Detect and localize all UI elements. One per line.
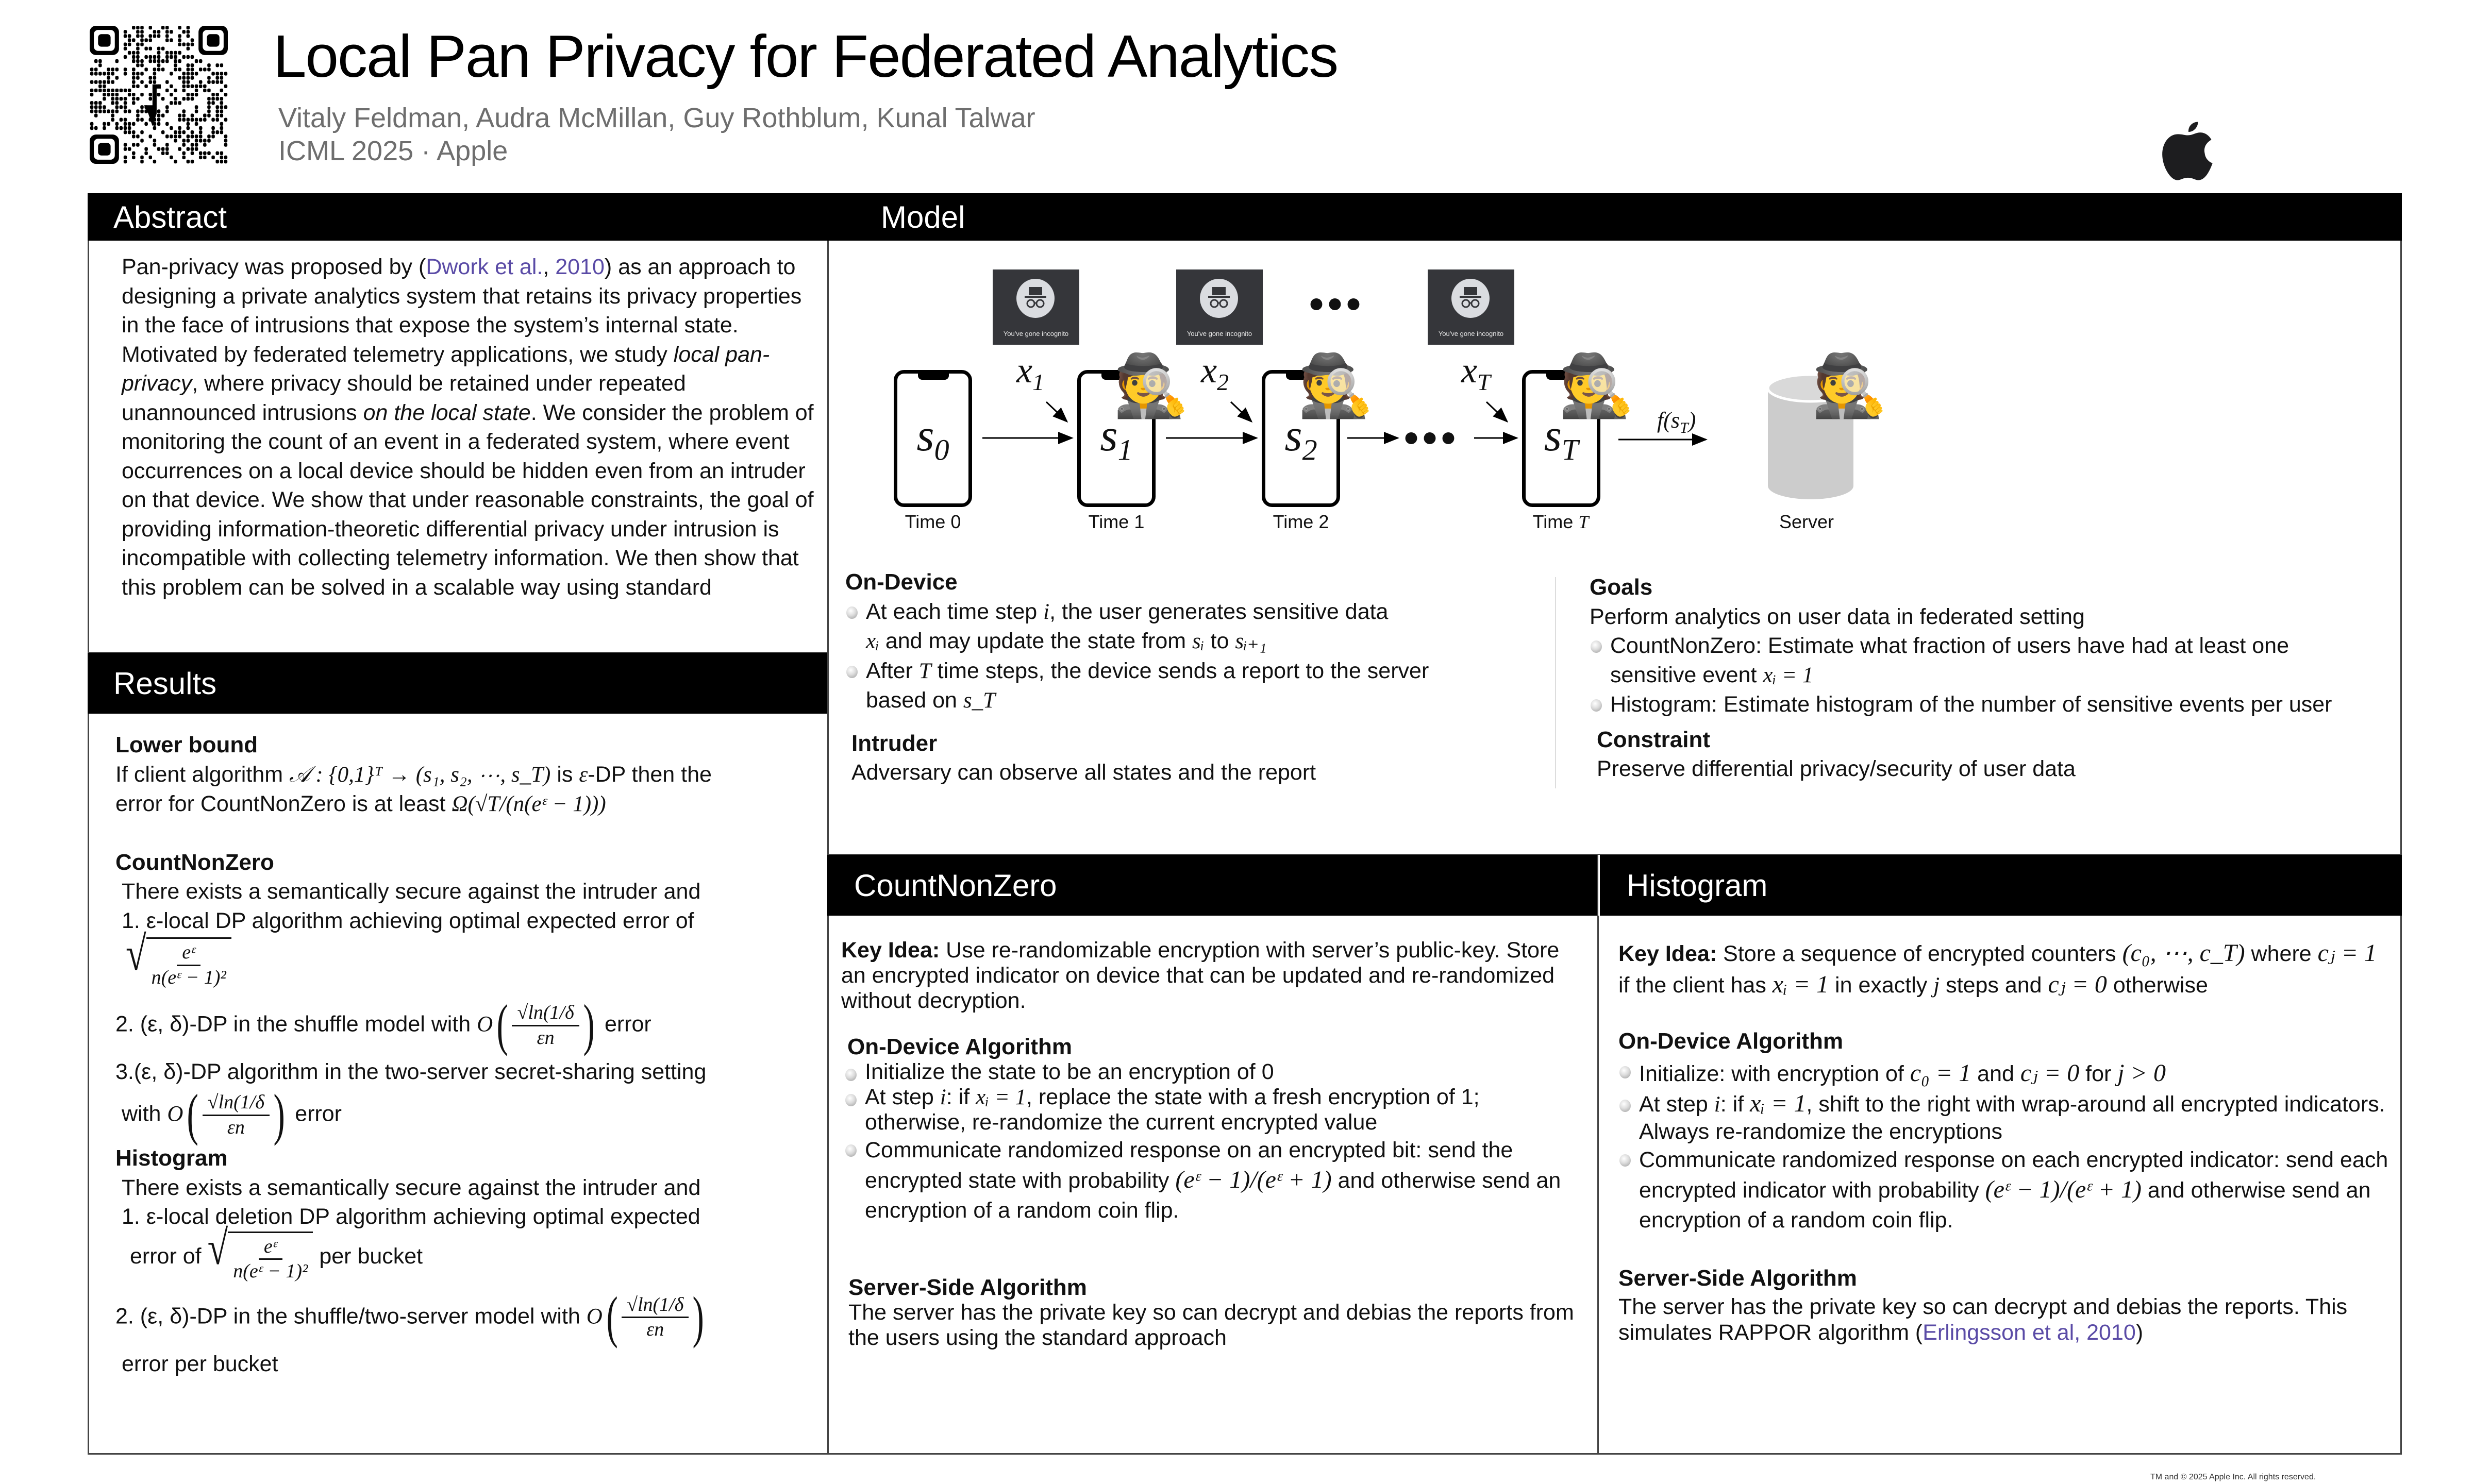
cnz-item-1-formula <box>115 926 816 989</box>
text: Initialize: with encryption of <box>1639 1061 1910 1086</box>
cite-author[interactable]: Dwork et al. <box>426 255 543 279</box>
frac-den: n(eᵋ − 1)² <box>233 1260 308 1283</box>
math: cⱼ = 0 <box>2020 1059 2080 1087</box>
text: for <box>2079 1061 2118 1086</box>
countnonzero-header <box>827 855 1599 916</box>
math: (eᵋ − 1)/(eᵋ + 1) <box>1985 1176 2142 1203</box>
report-close: ) <box>1688 408 1696 433</box>
hist-intro: There exists a semantically secure against the intruder and <box>122 1175 701 1200</box>
spy-icon: 🕵️ <box>1113 352 1189 420</box>
math: xᵢ = 1 <box>976 1085 1026 1109</box>
math: (c₀, ⋯, c_T) <box>2122 939 2245 967</box>
cnz-item-2: 2. (ε, δ)-DP in the shuffle model with O( $\frac{√\ln(1/\delta}{\varepsilon n}$ ) error <box>115 993 651 1057</box>
results-header <box>88 653 829 714</box>
time-label-var: T <box>1578 512 1589 532</box>
math: i <box>940 1085 946 1109</box>
input-var: x <box>1461 351 1478 391</box>
math: xᵢ <box>866 629 879 653</box>
input-var: x <box>1016 351 1033 391</box>
goals-text: Perform analytics on user data in federated setting <box>1590 604 2085 629</box>
big-o: O <box>586 1304 603 1329</box>
model-divider <box>1555 577 1556 788</box>
text: Communicate randomized response on each encrypted indicator: send each encrypted indicator with probability <box>1639 1148 2388 1203</box>
text: , replace the state with a fresh encryption of 1; otherwise, re-randomize the current encrypted value <box>865 1085 1480 1135</box>
spy-icon: 🕵️ <box>1559 352 1634 420</box>
text: time steps, the device sends a report to the server based on <box>866 658 1429 713</box>
lb-text-b: is <box>550 762 579 787</box>
math: s_T <box>963 688 996 713</box>
cite-sep: , <box>543 255 556 279</box>
cnz-item-3-tail: error <box>295 1101 342 1126</box>
math: sᵢ <box>1192 629 1205 653</box>
hist-server-text <box>1618 1294 2392 1345</box>
goals-list <box>1590 631 2373 719</box>
list-item <box>844 1135 1583 1225</box>
list-item: Initialize the state to be an encryption of 0 <box>844 1059 1583 1085</box>
lb-text-d: error for CountNonZero is at least <box>115 791 452 816</box>
text: At each time step <box>866 599 1044 624</box>
hist-server-title: Server-Side Algorithm <box>1618 1266 1857 1291</box>
math: i <box>1714 1092 1720 1117</box>
state-var: s <box>916 411 934 461</box>
text: if the client has <box>1618 973 1773 998</box>
venue: ICML 2025 · Apple <box>278 136 508 166</box>
text: : if <box>1720 1092 1750 1117</box>
input-sub: 2 <box>1217 369 1229 395</box>
cnz-on-device-list <box>841 1059 1583 1225</box>
countnonzero-body <box>841 938 1583 1351</box>
math: xᵢ = 1 <box>1763 663 1814 687</box>
lb-text-c: -DP then the <box>588 762 712 787</box>
state-sub: 1 <box>1117 433 1133 467</box>
spy-icon: 🕵️ <box>1812 352 1887 420</box>
list-item: Histogram: Estimate histogram of the number of sensitive events per user <box>1590 690 2373 719</box>
list-item <box>845 656 1490 716</box>
lower-bound-title: Lower bound <box>115 732 258 757</box>
text: , shift to the right with wrap-around all encrypted indicators. Always re-randomize the encryptions <box>1639 1092 2385 1144</box>
lb-math-2: Ω(√T/(n(eᵋ − 1))) <box>452 792 606 816</box>
histogram-body <box>1618 938 2392 1345</box>
list-item <box>844 1085 1583 1135</box>
cnz-item-2-text: 2. (ε, δ)-DP in the shuffle model with <box>115 1011 477 1037</box>
constraint-title: Constraint <box>1597 727 1710 752</box>
input-sub: 1 <box>1032 369 1045 395</box>
histogram-heading: Histogram <box>1627 868 1768 903</box>
intruder-title: Intruder <box>851 730 938 756</box>
o-num: ln(1/δ <box>637 1293 684 1316</box>
frac-num: eᵋ <box>259 1235 282 1260</box>
math: (eᵋ − 1)/(eᵋ + 1) <box>1175 1166 1332 1193</box>
text: ) <box>2135 1320 2144 1345</box>
abstract-text-1: Pan-privacy was proposed by ( <box>122 255 426 279</box>
hist-result-title: Histogram <box>115 1145 228 1171</box>
text: : if <box>946 1085 976 1109</box>
input-var: x <box>1201 351 1217 391</box>
on-device-list <box>845 597 1490 716</box>
abstract-text-2: ) as an approach to designing a private analytics system that retains its privacy properties in the face of intrusions that expose the system’s internal state. Motivated by federated telemetry applications, we study <box>122 255 802 367</box>
hist-item-2-tail: error per bucket <box>122 1351 278 1376</box>
o-num: ln(1/δ <box>528 1002 574 1023</box>
o-den: εn <box>537 1026 555 1049</box>
hist-on-device-title: On-Device Algorithm <box>1618 1028 1843 1054</box>
list-item <box>1618 1145 2392 1235</box>
list-item <box>1618 1090 2392 1145</box>
ellipsis-icon: ••• <box>1309 281 1365 327</box>
report-func: f(s <box>1657 408 1680 433</box>
text: , the user generates sensitive data <box>1049 599 1389 624</box>
state-var: s <box>1100 411 1118 461</box>
text: The server has the private key so can decrypt and debias the reports. This simulates RAPPOR algorithm ( <box>1618 1294 2348 1345</box>
cnz-item-3-with: with <box>122 1101 168 1126</box>
abstract-emphasis-2: on the local state <box>363 400 531 425</box>
incognito-caption: You've gone incognito <box>1003 330 1069 338</box>
hist-on-device-list <box>1618 1057 2392 1235</box>
text: otherwise <box>2107 973 2208 998</box>
results-heading: Results <box>113 666 217 701</box>
time-label: Time 2 <box>1273 511 1329 532</box>
text: Store a sequence of encrypted counters <box>1717 941 2122 966</box>
diagram-arrows <box>0 0 2474 567</box>
abstract-text-3: , where privacy should be retained under repeated unannounced intrusions <box>122 371 686 425</box>
list-item <box>1618 1057 2392 1090</box>
lower-bound-text <box>115 760 816 819</box>
text: After <box>866 658 919 683</box>
cnz-item-3: 3.(ε, δ)-DP algorithm in the two-server secret-sharing setting <box>115 1059 707 1084</box>
text: where <box>2245 941 2318 966</box>
frac-num: eᵋ <box>177 941 200 966</box>
text: and <box>1971 1061 2020 1086</box>
big-o: O <box>167 1102 183 1126</box>
key-idea-label: Key Idea: <box>841 938 940 963</box>
cnz-server-title: Server-Side Algorithm <box>848 1275 1087 1300</box>
state-sub: 2 <box>1302 433 1317 467</box>
big-o: O <box>477 1012 493 1037</box>
hist-item-1: 1. ε-local deletion DP algorithm achieving optimal expected <box>122 1204 700 1229</box>
cnz-key-idea <box>841 938 1583 1014</box>
hist-item-1-formula: error of √ $\frac{\text{eᵋ}}{\text{n(eᵋ − 1)²}}$ per bucket <box>115 1232 816 1284</box>
math: c₀ = 1 <box>1910 1059 1971 1087</box>
abstract-heading: Abstract <box>113 199 227 234</box>
o-den: εn <box>227 1116 245 1138</box>
text: Communicate randomized response on an encrypted bit: send the encrypted state with probability <box>865 1138 1513 1193</box>
report-label <box>1657 407 1696 437</box>
report-sub: T <box>1680 419 1689 436</box>
key-idea-text: Use re-randomizable encryption with server’s public-key. Store an encrypted indicator on device that can be updated and re-randomized without decryption. <box>841 938 1560 1013</box>
text: and otherwise send an encryption of a random coin flip. <box>1639 1178 2371 1233</box>
on-device-section <box>845 568 1490 787</box>
text: At step <box>1639 1092 1714 1117</box>
text: steps and <box>1940 973 2048 998</box>
cnz-on-device-title: On-Device Algorithm <box>847 1034 1072 1059</box>
arrow <box>1046 402 1067 421</box>
state-var: s <box>1544 411 1562 461</box>
cite-erlingsson-link[interactable]: Erlingsson et al, 2010 <box>1923 1320 2136 1345</box>
abstract-emphasis-1: local pan-privacy <box>122 342 770 396</box>
cnz-result-title: CountNonZero <box>115 849 274 875</box>
time-label-text: Time <box>1532 511 1579 532</box>
arrow <box>1486 402 1507 421</box>
math: j > 0 <box>2117 1059 2166 1087</box>
math: xᵢ = 1 <box>1772 971 1829 998</box>
histogram-header <box>1598 855 2402 916</box>
on-device-title: On-Device <box>845 569 958 595</box>
intruder-text: Adversary can observe all states and the report <box>851 760 1316 785</box>
server-label: Server <box>1779 511 1834 532</box>
key-idea-label: Key Idea: <box>1618 941 1717 966</box>
authors: Vitaly Feldman, Audra McMillan, Guy Rothblum, Kunal Talwar <box>278 103 1035 133</box>
constraint-text: Preserve differential privacy/security of user data <box>1597 756 2076 781</box>
countnonzero-heading: CountNonZero <box>854 868 1057 903</box>
math: T <box>918 659 931 683</box>
math: sᵢ₊₁ <box>1235 629 1267 653</box>
text: in exactly <box>1829 973 1934 998</box>
abstract-text-4: . We consider the problem of monitoring the count of an event in a federated system, where event occurrences on a local device should be hidden even from an intruder on that device. We show that under reasonable constraints, the goal of providing information-theoretic differential privacy under intrusion is incompatible with collecting telemetry information. We then show that this problem can be solved in a scalable way using standard <box>122 400 814 600</box>
input-sub: T <box>1477 369 1491 395</box>
hist-item-2-text: 2. (ε, δ)-DP in the shuffle/two-server model with <box>115 1304 587 1329</box>
state-sub: 0 <box>934 433 949 467</box>
text: to <box>1204 629 1235 653</box>
lb-math-1: 𝒜 : {0,1}ᵀ → (s₁, s₂, ⋯, s_T) <box>289 762 551 787</box>
cnz-server-text: The server has the private key so can decrypt and debias the reports from the users using the standard approach <box>848 1300 1574 1350</box>
text: and may update the state from <box>879 629 1193 653</box>
arrow <box>1231 402 1251 421</box>
text: At step <box>865 1085 940 1109</box>
copyright: TM and © 2025 Apple Inc. All rights reserved. <box>2150 1473 2316 1481</box>
page-title: Local Pan Privacy for Federated Analytics <box>273 23 1338 90</box>
list-item <box>1590 631 2373 690</box>
incognito-caption: You've gone incognito <box>1186 330 1252 338</box>
math: xᵢ = 1 <box>1750 1090 1807 1117</box>
hist-key-idea <box>1618 938 2392 1001</box>
frac-den: n(eᵋ − 1)² <box>151 966 226 988</box>
math: cⱼ = 0 <box>2048 971 2107 998</box>
goals-title: Goals <box>1590 575 1653 600</box>
model-heading: Model <box>881 199 965 234</box>
goals-section <box>1590 573 2373 784</box>
text: CountNonZero: Estimate what fraction of users have had at least one sensitive event <box>1610 633 2289 687</box>
o-den: εn <box>646 1319 664 1341</box>
state-var: s <box>1284 411 1302 461</box>
time-label: Time 0 <box>905 511 961 532</box>
cnz-item-2-tail: error <box>604 1011 651 1037</box>
list-item <box>845 597 1490 656</box>
cnz-intro: There exists a semantically secure against the intruder and <box>122 879 701 904</box>
ellipsis-icon: ••• <box>1404 415 1460 461</box>
results-body <box>115 731 816 1378</box>
time-label: Time 1 <box>1088 511 1145 532</box>
math: i <box>1043 599 1050 624</box>
state-sub: T <box>1561 433 1579 467</box>
cite-dwork-year-link[interactable]: 2010 <box>555 255 605 279</box>
lb-text-a: If client algorithm <box>115 762 289 787</box>
o-num: ln(1/δ <box>218 1091 265 1114</box>
hist-error-of: error of <box>130 1243 202 1269</box>
hist-item-2: 2. (ε, δ)-DP in the shuffle/two-server model with O( $\frac{√\ln(1/\delta}{\varepsilon n}$ ) <box>115 1285 705 1349</box>
text: and otherwise send an encryption of a random coin flip. <box>865 1168 1561 1223</box>
lb-eps: ε <box>579 762 588 787</box>
cnz-item-1: 1. ε-local DP algorithm achieving optimal expected error of <box>122 908 694 933</box>
spy-icon: 🕵️ <box>1298 352 1374 420</box>
math: cⱼ = 1 <box>2317 939 2377 967</box>
math: j <box>1933 973 1940 998</box>
hist-per-bucket: per bucket <box>319 1243 423 1269</box>
incognito-caption: You've gone incognito <box>1438 330 1504 338</box>
cnz-item-3-formula: with O( $\frac{√\ln(1/\delta}{\varepsilon n}$ ) error <box>122 1083 342 1147</box>
sqrt-symbol: √ <box>126 926 146 981</box>
